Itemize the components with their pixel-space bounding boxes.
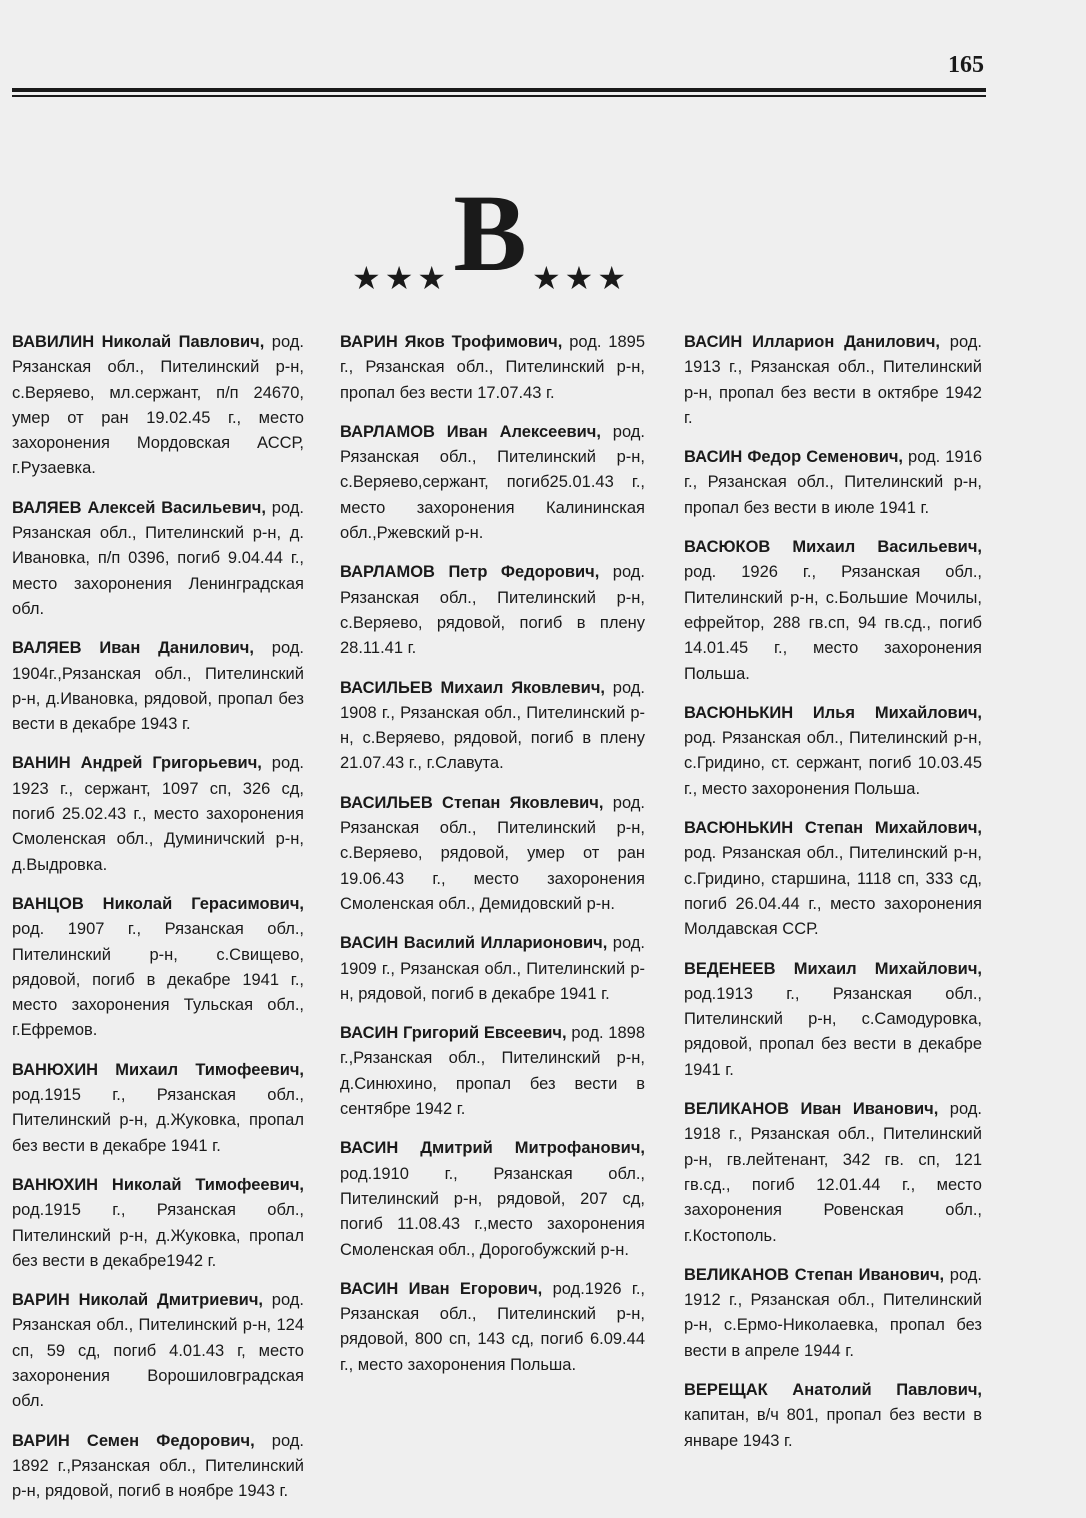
entry-name: ВАЛЯЕВ Алексей Васильевич,: [12, 498, 266, 517]
entry-details: род. 1904г.,Рязанская обл., Пителинский р-н, д.Ивановка, рядовой, пропал без вести в декабре 1943 г.: [12, 639, 304, 734]
memorial-entry: [684, 1263, 982, 1364]
entry-details: род. Рязанская обл., Пителинский р-н, с.Веряево, мл.сержант, п/п 24670, умер от ран 19.02.45 г., место захоронения Мордовская АССР, г.Рузаевка.: [12, 333, 304, 478]
entry-name: ВЕРЕЩАК Анатолий Павлович,: [684, 1380, 982, 1399]
entry-name: ВАНЮХИН Николай Тимофеевич,: [12, 1175, 304, 1194]
entry-details: род. 1909 г., Рязанская обл., Пителинский р-н, рядовой, погиб в декабре 1941 г.: [340, 934, 645, 1003]
entry-name: ВЕЛИКАНОВ Иван Иванович,: [684, 1100, 939, 1119]
entry-name: ВЕДЕНЕЕВ Михаил Михайлович,: [684, 959, 982, 978]
stars-right-icon: ★★★: [531, 260, 630, 296]
entry-name: ВАСИН Илларион Данилович,: [684, 333, 940, 351]
entry-details: род.1915 г., Рязанская обл., Пителинский р-н, д.Жуковка, пропал без вести в декабре 1941 г.: [12, 1086, 304, 1155]
entry-name: ВАНИН Андрей Григорьевич,: [12, 754, 262, 773]
entry-details: род.1913 г., Рязанская обл., Пителинский р-н, с.Самодуровка, рядовой, пропал без вести в декабре 1941 г.: [684, 984, 982, 1079]
entry-details: род. 1907 г., Рязанская обл., Пителинский р-н, с.Свищево, рядовой, погиб в декабре 1941 г., место захоронения Тульская обл., г.Ефремов.: [12, 920, 304, 1040]
memorial-entry: [340, 1021, 645, 1122]
column-3: [684, 330, 982, 1468]
entry-name: ВАРИН Семен Федорович,: [12, 1431, 255, 1450]
memorial-entry: [684, 1097, 982, 1249]
entry-details: род. 1918 г., Рязанская обл., Пителинский р-н, гв.лейтенант, 342 гв. сп, 121 гв.сд., погиб 12.01.44 г., место захоронения Ровенская обл., г.Костополь.: [684, 1100, 982, 1245]
entry-details: род.1910 г., Рязанская обл., Пителинский р-н, рядовой, 207 сд, погиб 11.08.43 г.,место захоронения Смоленская обл., Дорогобужский р-н.: [340, 1164, 645, 1259]
header-rule-thick: [12, 88, 986, 92]
entry-name: ВАЛЯЕВ Иван Данилович,: [12, 639, 254, 658]
entry-details: род. 1908 г., Рязанская обл., Пителинский р-н, с.Веряево, рядовой, погиб в плену 21.07.43 г., г.Славута.: [340, 678, 646, 773]
memorial-entry: [12, 751, 304, 877]
entry-details: род. Рязанская обл., Пителинский р-н, с.Гридино, ст. сержант, погиб 10.03.45 г., место захоронения Польша.: [684, 729, 982, 798]
entry-name: ВАСИН Федор Семенович,: [684, 448, 904, 467]
entry-details: род.1926 г., Рязанская обл., Пителинский р-н, рядовой, 800 сп, 143 сд, погиб 6.09.44 г., место захоронения Польша.: [340, 1279, 646, 1374]
entry-name: ВАНЮХИН Михаил Тимофеевич,: [12, 1060, 304, 1079]
memorial-entry: [12, 330, 304, 482]
entry-details: род. 1892 г.,Рязанская обл., Пителинский р-н, рядовой, погиб в ноябре 1943 г.: [12, 1431, 304, 1501]
memorial-entry: [340, 420, 645, 546]
entry-details: род. Рязанская обл., Пителинский р-н, д. Ивановка, п/п 0396, погиб 9.04.44 г., место захоронения Ленинградская обл.: [12, 498, 304, 618]
entry-name: ВАСИН Григорий Евсеевич,: [340, 1024, 567, 1043]
entry-name: ВАСИН Дмитрий Митрофанович,: [340, 1139, 645, 1158]
section-heading: [340, 172, 640, 298]
entry-details: род. Рязанская обл., Пителинский р-н, 124 сп, 59 сд, погиб 4.01.43 г, место захоронения Ворошиловградская обл.: [12, 1291, 305, 1411]
entry-details: род. Рязанская обл., Пителинский р-н, с.Гридино, старшина, 1118 сп, 333 сд, погиб 26.04.44 г., место захоронения Молдавская ССР.: [684, 844, 982, 939]
entry-name: ВАНЦОВ Николай Герасимович,: [12, 894, 304, 913]
entry-name: ВАВИЛИН Николай Павлович,: [12, 333, 265, 351]
memorial-entry: [684, 816, 982, 942]
memorial-entry: [12, 1288, 304, 1414]
memorial-entry: [684, 330, 982, 431]
entry-details: род. Рязанская обл., Пителинский р-н, с.Веряево, рядовой, погиб в плену 28.11.41 г.: [340, 563, 645, 658]
entry-details: род. 1913 г., Рязанская обл., Пителинский р-н, пропал без вести в октябре 1942 г.: [684, 333, 983, 427]
header-rule-thin: [12, 95, 986, 97]
memorial-entry: [12, 892, 304, 1044]
entry-name: ВАСЮНЬКИН Степан Михайлович,: [684, 819, 982, 838]
entry-details: род. 1912 г., Рязанская обл., Пителинский р-н, с.Ермо-Николаевка, пропал без вести в апреле 1944 г.: [684, 1265, 982, 1360]
entry-name: ВАСИЛЬЕВ Михаил Яковлевич,: [340, 678, 605, 697]
entry-name: ВЕЛИКАНОВ Степан Иванович,: [684, 1265, 945, 1284]
section-letter: В: [453, 172, 527, 294]
entry-details: род. 1926 г., Рязанская обл., Пителинский р-н, с.Большие Мочилы, ефрейтор, 288 гв.сп, 94 гв.сд., погиб 14.01.45 г., место захоронения Польша.: [684, 563, 982, 683]
memorial-entry: [12, 496, 304, 622]
entry-name: ВАРИН Николай Дмитриевич,: [12, 1291, 263, 1310]
entry-details: род.1915 г., Рязанская обл., Пителинский р-н, д.Жуковка, пропал без вести в декабре1942 г.: [12, 1201, 304, 1270]
memorial-entry: [340, 676, 645, 777]
entry-name: ВАСЮКОВ Михаил Васильевич,: [684, 538, 982, 557]
entry-name: ВАСЮНЬКИН Илья Михайлович,: [684, 703, 982, 722]
entry-details: род. 1923 г., сержант, 1097 сп, 326 сд, погиб 25.02.43 г., место захоронения Смоленская обл., Думиничский р-н, д.Выдровка.: [12, 754, 304, 874]
memorial-entry: [12, 636, 304, 737]
memorial-entry: [340, 330, 645, 406]
memorial-entry: [340, 560, 645, 661]
entry-name: ВАСИН Иван Егорович,: [340, 1279, 543, 1298]
entry-name: ВАРЛАМОВ Иван Алексеевич,: [340, 422, 601, 441]
stars-left-icon: ★★★: [352, 260, 451, 296]
memorial-entry: [12, 1058, 304, 1159]
entry-details: род. 1916 г., Рязанская обл., Пителинский р-н, пропал без вести в июле 1941 г.: [684, 448, 982, 517]
memorial-entry: [12, 1173, 304, 1274]
memorial-entry: [12, 1429, 304, 1505]
memorial-entry: [684, 535, 982, 687]
page-number: 165: [948, 52, 984, 78]
entry-details: род. 1898 г.,Рязанская обл., Пителинский р-н, д.Синюхино, пропал без вести в сентябре 1942 г.: [340, 1024, 645, 1119]
memorial-entry: [340, 931, 645, 1007]
entry-name: ВАРЛАМОВ Петр Федорович,: [340, 563, 600, 582]
column-1: [12, 330, 304, 1518]
memorial-entry: [684, 957, 982, 1083]
memorial-entry: [684, 1378, 982, 1454]
entry-details: капитан, в/ч 801, пропал без вести в январе 1943 г.: [684, 1406, 982, 1450]
entry-details: род. 1895 г., Рязанская обл., Пителинский р-н, пропал без вести 17.07.43 г.: [340, 333, 645, 402]
memorial-entry: [340, 1277, 645, 1378]
entry-name: ВАСИН Василий Илларионович,: [340, 934, 608, 953]
entry-details: род. Рязанская обл., Пителинский р-н, с.Веряево,сержант, погиб25.01.43 г., место захоронения Калининская обл.,Ржевский р-н.: [340, 422, 645, 543]
memorial-entry: [684, 445, 982, 521]
entry-name: ВАСИЛЬЕВ Степан Яковлевич,: [340, 793, 604, 812]
memorial-entry: [340, 1136, 645, 1262]
memorial-entry: [340, 791, 645, 917]
memorial-entry: [684, 701, 982, 802]
entry-details: род. Рязанская обл., Пителинский р-н, с.Веряево, рядовой, умер от ран 19.06.43 г., место захоронения Смоленская обл., Демидовский р-н.: [340, 793, 645, 913]
entry-name: ВАРИН Яков Трофимович,: [340, 333, 563, 351]
column-2: [340, 330, 645, 1392]
